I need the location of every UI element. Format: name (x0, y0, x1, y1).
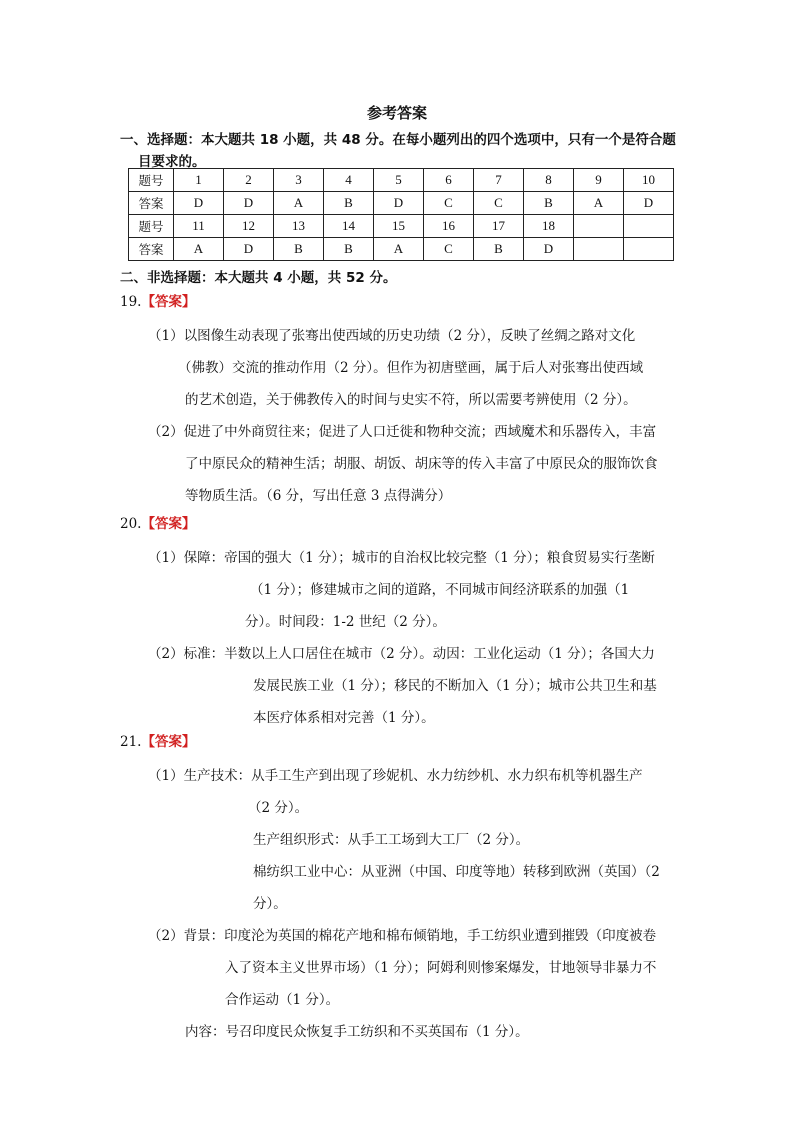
table-cell: A (174, 238, 224, 261)
table-cell: B (324, 238, 374, 261)
table-cell: 1 (174, 169, 224, 192)
table-cell (574, 215, 624, 238)
q19-p2-line2: 了中原民众的精神生活；胡服、胡饭、胡床等的传入丰富了中原民众的服饰饮食 (185, 456, 658, 472)
table-cell: D (624, 192, 674, 215)
q21-p1-line2: （2 分）。 (248, 800, 309, 816)
q21-p1-line4: 棉纺织工业中心：从亚洲（中国、印度等地）转移到欧洲（英国）（2 (253, 864, 660, 880)
q21-p1-line1: （1）生产技术：从手工生产到出现了珍妮机、水力纺纱机、水力织布机等机器生产 (148, 768, 643, 784)
table-cell: 10 (624, 169, 674, 192)
table-cell: 4 (324, 169, 374, 192)
q20-heading (120, 512, 195, 532)
question-number: 21. (120, 734, 142, 750)
table-cell: 9 (574, 169, 624, 192)
table-row (129, 238, 674, 261)
table-row (129, 192, 674, 215)
q19-p1-line1: （1）以图像生动表现了张骞出使西域的历史功绩（2 分），反映了丝绸之路对文化 (148, 328, 636, 344)
table-cell: 12 (224, 215, 274, 238)
q20-p2-line1: （2）标准：半数以上人口居住在城市（2 分）。动因：工业化运动（1 分）；各国大力 (148, 646, 655, 662)
table-cell: C (424, 238, 474, 261)
q19-p1-line2: （佛教）交流的推动作用（2 分）。但作为初唐壁画，属于后人对张骞出使西域 (178, 360, 644, 376)
q21-p1-line5: 分）。 (253, 896, 287, 912)
question-number: 20. (120, 516, 142, 532)
table-cell: 18 (524, 215, 574, 238)
table-cell: B (524, 192, 574, 215)
answer-tag: 【答案】 (141, 734, 196, 750)
table-cell: 8 (524, 169, 574, 192)
q21-p1-line3: 生产组织形式：从手工工场到大工厂（2 分）。 (253, 832, 530, 848)
table-cell (624, 215, 674, 238)
table-cell: D (374, 192, 424, 215)
table-cell: 13 (274, 215, 324, 238)
section1-heading-line1: 一、选择题：本大题共 18 小题，共 48 分。在每小题列出的四个选项中，只有一个是符合题 (120, 132, 676, 148)
answer-table (128, 168, 674, 261)
table-cell: C (474, 192, 524, 215)
q19-p2-line3: 等物质生活。（6 分，写出任意 3 点得满分） (185, 488, 452, 504)
table-cell: 7 (474, 169, 524, 192)
table-cell (624, 238, 674, 261)
table-cell: 3 (274, 169, 324, 192)
table-cell: 15 (374, 215, 424, 238)
table-cell (574, 238, 624, 261)
table-row-label: 答案 (129, 192, 174, 215)
table-cell: 17 (474, 215, 524, 238)
q21-p2-line2: 入了资本主义世界市场）（1 分）；阿姆利则惨案爆发，甘地领导非暴力不 (225, 960, 657, 976)
table-cell: 11 (174, 215, 224, 238)
table-cell: 2 (224, 169, 274, 192)
question-number: 19. (120, 294, 142, 310)
q20-p1-line3: 分）。时间段：1-2 世纪（2 分）。 (245, 614, 446, 630)
q20-p1-line1: （1）保障：帝国的强大（1 分）；城市的自治权比较完整（1 分）；粮食贸易实行垄断 (148, 550, 655, 566)
q20-p1-line2: （1 分）；修建城市之间的道路，不同城市间经济联系的加强（1 (250, 582, 630, 598)
table-cell: 6 (424, 169, 474, 192)
table-cell: A (574, 192, 624, 215)
table-cell: B (274, 238, 324, 261)
table-cell: D (224, 192, 274, 215)
table-cell: A (274, 192, 324, 215)
table-row (129, 215, 674, 238)
table-cell: B (324, 192, 374, 215)
table-cell: A (374, 238, 424, 261)
section2-heading: 二、非选择题：本大题共 4 小题，共 52 分。 (120, 270, 397, 286)
table-row-label: 答案 (129, 238, 174, 261)
page-title: 参考答案 (366, 104, 427, 122)
q21-p2-line1: （2）背景：印度沦为英国的棉花产地和棉布倾销地，手工纺织业遭到摧毁（印度被卷 (148, 928, 657, 944)
table-cell: D (174, 192, 224, 215)
answer-tag: 【答案】 (141, 516, 196, 532)
q21-heading (120, 730, 195, 750)
q19-p2-line1: （2）促进了中外商贸往来；促进了人口迁徙和物种交流；西域魔术和乐器传入，丰富 (148, 424, 657, 440)
table-cell: 16 (424, 215, 474, 238)
table-cell: D (524, 238, 574, 261)
answer-tag: 【答案】 (141, 294, 196, 310)
table-cell: 5 (374, 169, 424, 192)
q21-p2-line3: 合作运动（1 分）。 (225, 992, 340, 1008)
table-row-label: 题号 (129, 215, 174, 238)
q21-p2-line4: 内容：号召印度民众恢复手工纺织和不买英国布（1 分）。 (185, 1024, 529, 1040)
table-cell: B (474, 238, 524, 261)
section1-heading-line2: 目要求的。 (138, 154, 206, 170)
table-row-label: 题号 (129, 169, 174, 192)
table-cell: C (424, 192, 474, 215)
q20-p2-line3: 本医疗体系相对完善（1 分）。 (253, 710, 435, 726)
table-row (129, 169, 674, 192)
table-cell: 14 (324, 215, 374, 238)
q19-p1-line3: 的艺术创造，关于佛教传入的时间与史实不符，所以需要考辨使用（2 分）。 (185, 392, 637, 408)
q19-heading (120, 290, 195, 310)
table-cell: D (224, 238, 274, 261)
q20-p2-line2: 发展民族工业（1 分）；移民的不断加入（1 分）；城市公共卫生和基 (253, 678, 657, 694)
